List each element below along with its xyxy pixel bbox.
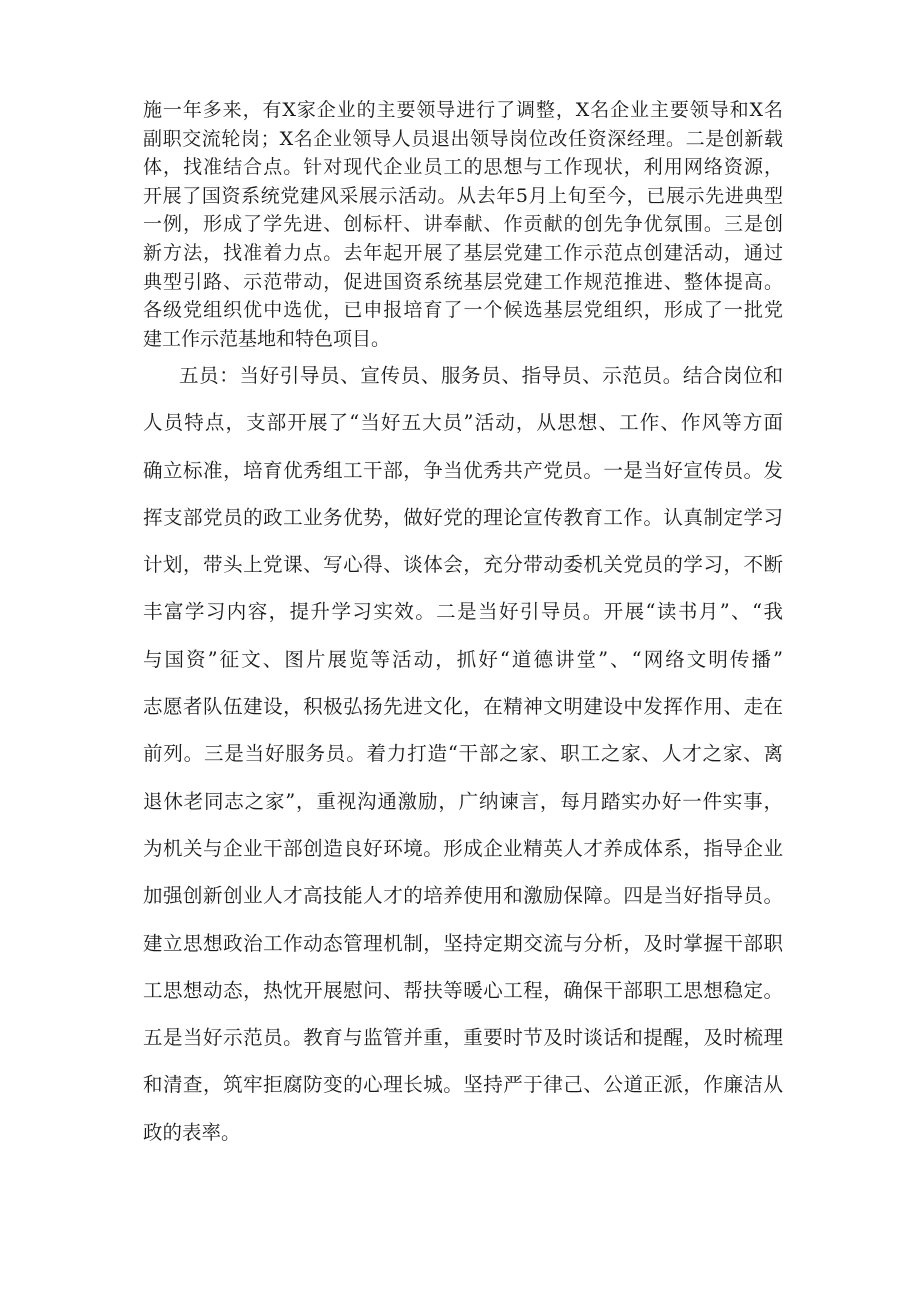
paragraph-1-line: 体，找准结合点。针对现代企业员工的思想与工作现状，利用网络资源， xyxy=(143,156,783,179)
paragraph-1-line: 典型引路、示范带动，促进国资系统基层党建工作规范推进、整体提高。 xyxy=(143,270,783,293)
paragraph-2-line: 丰富学习内容，提升学习实效。二是当好引导员。开展“读书月”、“我 xyxy=(143,600,783,624)
paragraph-2-line: 五是当好示范员。教育与监管并重，重要时节及时谈话和提醒，及时梳理 xyxy=(143,1026,783,1050)
paragraph-2-line: 与国资”征文、图片展览等活动，抓好“道德讲堂”、“网络文明传播” xyxy=(143,647,783,671)
paragraph-2-line: 确立标准，培育优秀组工干部，争当优秀共产党员。一是当好宣传员。发 xyxy=(143,458,783,482)
paragraph-2-line: 和清查，筑牢拒腐防变的心理长城。坚持严于律己、公道正派，作廉洁从 xyxy=(143,1073,783,1097)
paragraph-2-line: 建立思想政治工作动态管理机制，坚持定期交流与分析，及时掌握干部职 xyxy=(143,931,783,955)
paragraph-1-line: 各级党组织优中选优，已申报培育了一个候选基层党组织，形成了一批党 xyxy=(143,299,783,322)
paragraph-1-line: 开展了国资系统党建风采展示活动。从去年5月上旬至今，已展示先进典型 xyxy=(143,184,783,207)
paragraph-2-line: 加强创新创业人才高技能人才的培养使用和激励保障。四是当好指导员。 xyxy=(143,884,783,908)
paragraph-2-line: 为机关与企业干部创造良好环境。形成企业精英人才养成体系，指导企业 xyxy=(143,836,783,860)
paragraph-1-line: 建工作示范基地和特色项目。 xyxy=(143,327,391,350)
paragraph-1-line: 一例，形成了学先进、创标杆、讲奉献、作贡献的创先争优氛围。三是创 xyxy=(143,213,783,236)
paragraph-1-line: 施一年多来，有X家企业的主要领导进行了调整，X名企业主要领导和X名 xyxy=(143,99,783,121)
paragraph-1 xyxy=(143,96,783,353)
paragraph-2-line: 人员特点，支部开展了“当好五大员”活动，从思想、工作、作风等方面 xyxy=(143,411,783,435)
paragraph-2 xyxy=(143,352,783,1156)
paragraph-2-line: 五员：当好引导员、宣传员、服务员、指导员、示范员。结合岗位和 xyxy=(179,364,783,387)
paragraph-2-line: 政的表率。 xyxy=(143,1120,241,1144)
paragraph-2-line: 志愿者队伍建设，积极弘扬先进文化，在精神文明建设中发挥作用、走在 xyxy=(143,695,783,719)
paragraph-2-line: 计划，带头上党课、写心得、谈体会，充分带动委机关党员的学习，不断 xyxy=(143,553,783,577)
paragraph-2-line: 前列。三是当好服务员。着力打造“干部之家、职工之家、人才之家、离 xyxy=(143,742,783,766)
paragraph-2-line: 退休老同志之家”，重视沟通激励，广纳谏言，每月踏实办好一件实事， xyxy=(143,789,783,813)
paragraph-1-line: 新方法，找准着力点。去年起开展了基层党建工作示范点创建活动，通过 xyxy=(143,241,783,264)
paragraph-2-line: 工思想动态，热忱开展慰问、帮扶等暖心工程，确保干部职工思想稳定。 xyxy=(143,978,783,1002)
paragraph-1-line: 副职交流轮岗；X名企业领导人员退出领导岗位改任资深经理。二是创新载 xyxy=(143,127,783,150)
paragraph-2-line: 挥支部党员的政工业务优势，做好党的理论宣传教育工作。认真制定学习 xyxy=(143,505,783,529)
